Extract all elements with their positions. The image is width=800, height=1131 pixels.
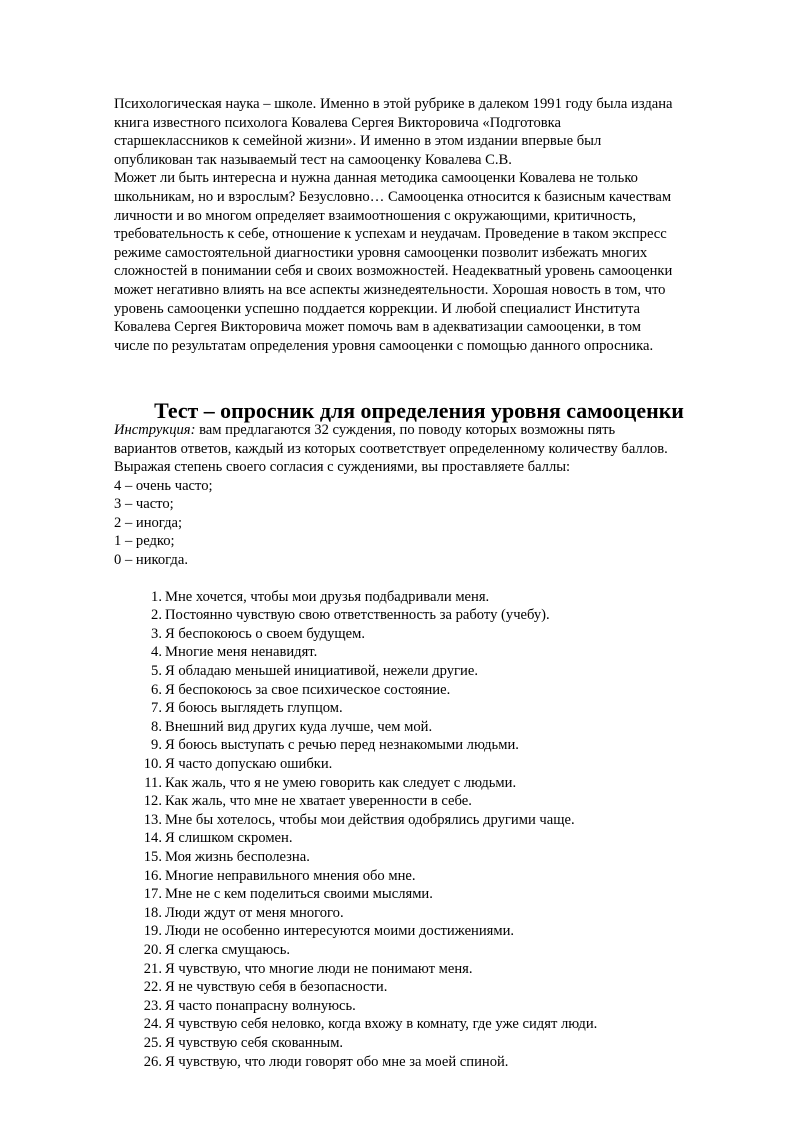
list-item (114, 681, 744, 700)
item-number: 19. (143, 923, 162, 940)
list-item (114, 755, 744, 774)
instruction-text-1: вам предлагаются 32 суждения, по поводу которых возможны пять (195, 421, 616, 438)
item-number: 4. (151, 644, 162, 661)
list-item (114, 978, 744, 997)
item-text: Я часто понапрасну волнуюсь. (165, 997, 356, 1014)
intro-line: опубликован так называемый тест на самооценку Ковалева С.В. (114, 151, 512, 168)
intro-line: числе по результатам определения уровня самооценки с помощью данного опросника. (114, 337, 654, 354)
list-item (114, 736, 744, 755)
intro-line: книга известного психолога Ковалева Сергея Викторовича «Подготовка (114, 114, 561, 131)
item-text: Мне не с кем поделиться своими мыслями. (165, 886, 433, 903)
item-text: Постоянно чувствую свою ответственность за работу (учебу). (165, 607, 550, 624)
scale-item: 0 – никогда. (114, 552, 188, 569)
item-number: 8. (151, 718, 162, 735)
item-text: Внешний вид других куда лучше, чем мой. (165, 718, 433, 735)
item-number: 22. (143, 979, 162, 996)
instruction-line-2: вариантов ответов, каждый из которых соответствует определенному количеству баллов. (114, 440, 668, 457)
item-text: Многие меня ненавидят. (165, 644, 318, 661)
intro-line: Психологическая наука – школе. Именно в этой рубрике в далеком 1991 году была издана (114, 96, 673, 112)
item-text: Я слишком скромен. (165, 830, 293, 847)
list-item (114, 941, 744, 960)
item-text: Моя жизнь бесполезна. (165, 848, 310, 865)
document-page (114, 95, 744, 1071)
item-number: 2. (151, 607, 162, 624)
list-item (114, 867, 744, 886)
scale-item: 3 – часто; (114, 496, 174, 513)
list-item (114, 792, 744, 811)
intro-line: уровень самооценки успешно поддается коррекции. И любой специалист Института (114, 300, 641, 317)
list-item (114, 588, 744, 607)
intro-line: может негативно влиять на все аспекты жизнедеятельности. Хорошая новость в том, что (114, 281, 666, 298)
intro-line: старшеклассников к семейной жизни». И именно в этом издании впервые был (114, 133, 602, 150)
item-text: Как жаль, что я не умею говорить как следует с людьми. (165, 774, 517, 791)
item-number: 1. (151, 588, 162, 605)
intro-paragraph (114, 95, 744, 355)
item-number: 3. (151, 625, 162, 642)
item-number: 9. (151, 737, 162, 754)
intro-line: требовательность к себе, отношение к успехам и неудачам. Проведение в таком экспресс (114, 226, 667, 243)
list-item (114, 606, 744, 625)
item-number: 7. (151, 700, 162, 717)
list-item (114, 625, 744, 644)
list-item (114, 1053, 744, 1072)
list-item (114, 922, 744, 941)
list-item (114, 960, 744, 979)
item-number: 20. (143, 941, 162, 958)
list-item (114, 885, 744, 904)
test-title: Тест – опросник для определения уровня самооценки (154, 398, 684, 424)
intro-line: режиме самостоятельной диагностики уровня самооценки позволит избежать многих (114, 244, 648, 261)
item-number: 25. (143, 1034, 162, 1051)
list-item (114, 643, 744, 662)
item-text: Как жаль, что мне не хватает уверенности в себе. (165, 793, 472, 810)
list-item (114, 774, 744, 793)
item-number: 18. (143, 904, 162, 921)
item-text: Я обладаю меньшей инициативой, нежели другие. (165, 663, 478, 680)
item-text: Я беспокоюсь за свое психическое состояние. (165, 681, 451, 698)
intro-line: сложностей в понимании себя и своих возможностей. Неадекватный уровень самооценки (114, 263, 673, 280)
item-text: Я чувствую себя скованным. (165, 1034, 344, 1051)
list-item (114, 811, 744, 830)
item-number: 15. (143, 848, 162, 865)
score-scale (114, 477, 744, 570)
intro-line: школьникам, но и взрослым? Безусловно… Самооценка относится к базисным качествам (114, 188, 672, 205)
item-number: 21. (143, 960, 162, 977)
intro-line: Может ли быть интересна и нужна данная методика самооценки Ковалева не только (114, 170, 638, 187)
item-text: Я часто допускаю ошибки. (165, 756, 333, 772)
item-text: Люди не особенно интересуются моими достижениями. (165, 923, 515, 940)
item-number: 10. (143, 756, 162, 772)
list-item (114, 997, 744, 1016)
list-item (114, 848, 744, 867)
item-number: 23. (143, 997, 162, 1014)
intro-line: личности и во многом определяет взаимоотношения с окружающими, критичность, (114, 207, 637, 224)
item-text: Я боюсь выглядеть глупцом. (165, 700, 343, 717)
item-text: Я боюсь выступать с речью перед незнакомыми людьми. (165, 737, 519, 754)
list-item (114, 1015, 744, 1034)
item-text: Я беспокоюсь о своем будущем. (165, 625, 365, 642)
item-text: Мне бы хотелось, чтобы мои действия одобрялись другими чаще. (165, 811, 575, 828)
list-item (114, 904, 744, 923)
item-text: Я чувствую, что люди говорят обо мне за моей спиной. (165, 1053, 509, 1070)
item-number: 6. (151, 681, 162, 698)
item-text: Я слегка смущаюсь. (165, 941, 291, 958)
item-number: 17. (143, 886, 162, 903)
item-text: Мне хочется, чтобы мои друзья подбадривали меня. (165, 588, 490, 605)
instruction-line-3: Выражая степень своего согласия с суждениями, вы проставляете баллы: (114, 459, 571, 476)
list-item (114, 662, 744, 681)
scale-item: 4 – очень часто; (114, 477, 213, 494)
scale-item: 2 – иногда; (114, 514, 183, 531)
item-text: Многие неправильного мнения обо мне. (165, 867, 416, 884)
item-number: 14. (143, 830, 162, 847)
item-text: Люди ждут от меня многого. (165, 904, 344, 921)
statement-list (114, 588, 744, 1071)
item-text: Я чувствую себя неловко, когда вхожу в комнату, где уже сидят люди. (165, 1016, 598, 1033)
list-item (114, 1034, 744, 1053)
instruction-label: Инструкция: (114, 421, 196, 438)
intro-line: Ковалева Сергея Викторовича может помочь вам в адекватизации самооценки, в том (114, 319, 641, 336)
list-item (114, 718, 744, 737)
instruction-line-1 (114, 421, 744, 440)
item-number: 5. (151, 663, 162, 680)
item-text: Я чувствую, что многие люди не понимают меня. (165, 960, 473, 977)
item-number: 24. (143, 1016, 162, 1033)
list-item (114, 699, 744, 718)
instruction-block (114, 421, 744, 477)
list-item (114, 829, 744, 848)
scale-item: 1 – редко; (114, 533, 175, 550)
item-number: 16. (143, 867, 162, 884)
item-number: 13. (143, 811, 162, 828)
item-number: 12. (143, 793, 162, 810)
item-text: Я не чувствую себя в безопасности. (165, 979, 388, 996)
item-number: 26. (143, 1053, 162, 1070)
item-number: 11. (144, 774, 162, 791)
